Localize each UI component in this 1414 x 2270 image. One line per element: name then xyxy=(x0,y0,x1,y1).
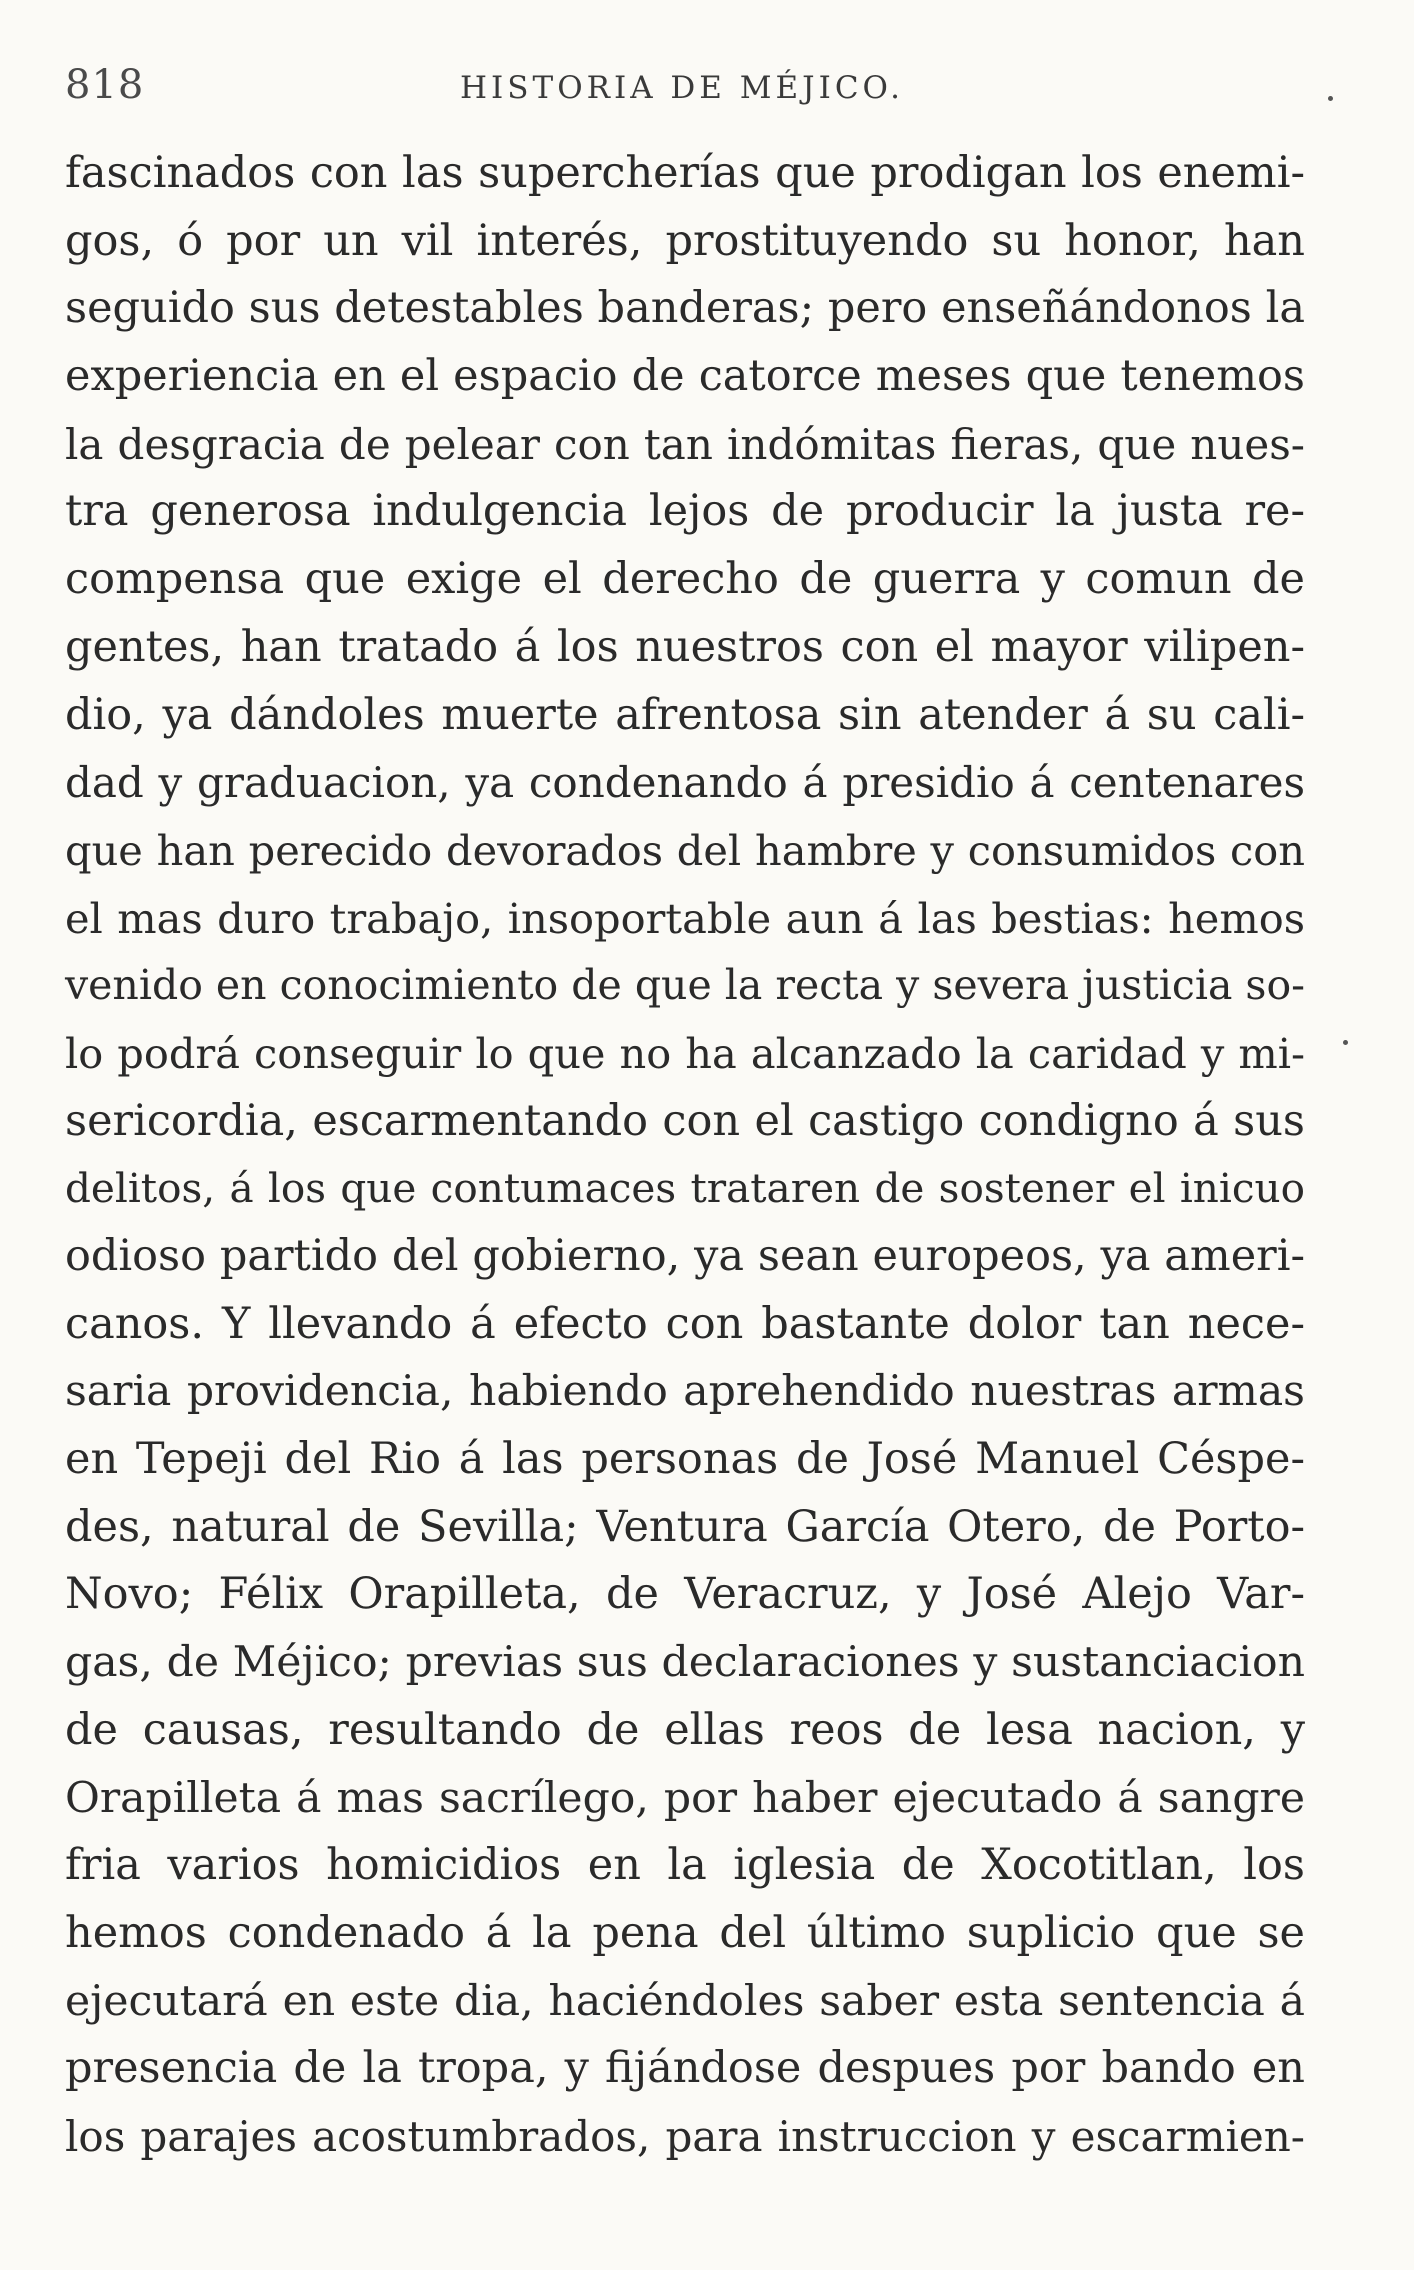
text-line: tra generosa indulgencia lejos de producir la justa re- xyxy=(65,486,1305,537)
text-line: canos. Y llevando á efecto con bastante dolor tan nece- xyxy=(65,1298,1305,1349)
print-speck xyxy=(1343,1040,1348,1045)
running-title: HISTORIA DE MÉJICO. xyxy=(460,70,904,106)
text-line: lo podrá conseguir lo que no ha alcanzado la caridad y mi- xyxy=(65,1028,1305,1078)
text-line: hemos condenado á la pena del último suplicio que se xyxy=(65,1907,1305,1958)
text-line: venido en conocimiento de que la recta y severa justicia so- xyxy=(65,961,1306,1010)
body-text xyxy=(65,140,1305,2171)
text-line: experiencia en el espacio de catorce meses que tenemos xyxy=(65,351,1305,402)
text-line: de causas, resultando de ellas reos de lesa nacion, y xyxy=(65,1704,1305,1755)
text-line: gentes, han tratado á los nuestros con el mayor vilipen- xyxy=(65,621,1305,672)
text-line: fria varios homicidios en la iglesia de Xocotitlan, los xyxy=(65,1840,1305,1891)
text-line: presencia de la tropa, y fijándose despues por bando en xyxy=(65,2043,1305,2094)
text-line: dio, ya dándoles muerte afrentosa sin atender á su cali- xyxy=(65,689,1305,740)
text-line: dad y graduacion, ya condenando á presidio á centenares xyxy=(65,758,1305,808)
text-line: gos, ó por un vil interés, prostituyendo su honor, han xyxy=(65,215,1305,266)
running-head xyxy=(65,62,1314,122)
text-line: odioso partido del gobierno, ya sean europeos, ya ameri- xyxy=(65,1231,1305,1281)
print-speck xyxy=(1328,96,1333,101)
text-line: delitos, á los que contumaces trataren de sostener el inicuo xyxy=(65,1164,1305,1213)
text-line: en Tepeji del Rio á las personas de José Manuel Céspe- xyxy=(65,1434,1305,1485)
text-line: la desgracia de pelear con tan indómitas fieras, que nues- xyxy=(65,419,1305,469)
text-line: ejecutará en este dia, haciéndoles saber esta sentencia á xyxy=(65,1976,1305,2026)
text-line: que han perecido devorados del hambre y consumidos con xyxy=(65,825,1305,875)
text-line: sericordia, escarmentando con el castigo condigno á sus xyxy=(65,1095,1305,1146)
text-line: saria providencia, habiendo aprehendido nuestras armas xyxy=(65,1367,1305,1417)
text-line: des, natural de Sevilla; Ventura García Otero, de Porto- xyxy=(65,1501,1305,1552)
text-line: compensa que exige el derecho de guerra y comun de xyxy=(65,554,1305,605)
page-number: 818 xyxy=(65,62,145,108)
text-line: seguido sus detestables banderas; pero enseñándonos la xyxy=(65,283,1305,334)
text-line: fascinados con las supercherías que prodigan los enemi- xyxy=(65,148,1305,198)
text-line: Orapilleta á mas sacrílego, por haber ejecutado á sangre xyxy=(65,1773,1305,1823)
text-line: gas, de Méjico; previas sus declaraciones y sustanciacion xyxy=(65,1638,1305,1688)
text-line: los parajes acostumbrados, para instruccion y escarmien- xyxy=(65,2111,1305,2161)
text-line: el mas duro trabajo, insoportable aun á las bestias: hemos xyxy=(65,893,1305,943)
text-line: Novo; Félix Orapilleta, de Veracruz, y José Alejo Var- xyxy=(65,1569,1305,1620)
